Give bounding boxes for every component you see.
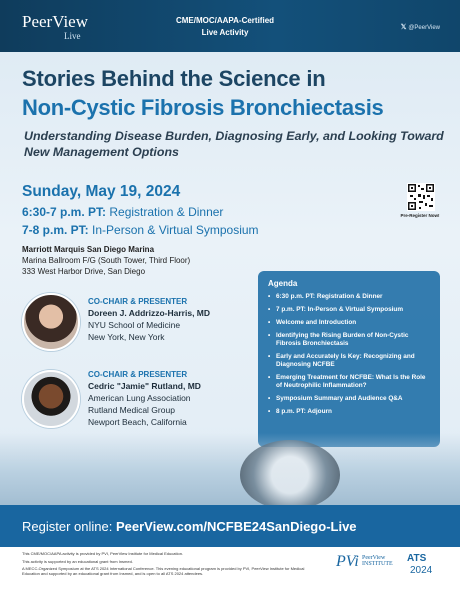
venue-address: 333 West Harbor Drive, San Diego: [22, 267, 146, 276]
pvi-name: PeerView: [362, 555, 386, 561]
agenda-item: • 7 p.m. PT: In-Person & Virtual Symposium: [268, 306, 430, 314]
agenda-item: • 6:30 p.m. PT: Registration & Dinner: [268, 293, 430, 301]
x-icon: 𝕏: [400, 24, 407, 31]
accreditation-label: [150, 15, 300, 39]
social-handle[interactable]: [401, 23, 440, 31]
ats-logo: ATS: [407, 553, 427, 564]
footer-provider: This CME/MOC/AAPA activity is provided by PVI, PeerView Institute for Medical Education.: [22, 551, 184, 556]
time-1: 6:30-7 p.m. PT:: [22, 205, 107, 219]
agenda-item: • Emerging Treatment for NCFBE: What Is the Role of Neutrophilic Inflammation?: [268, 374, 430, 390]
time-2: 7-8 p.m. PT:: [22, 223, 89, 237]
presenter-2-photo: [22, 370, 80, 428]
header-bar: [0, 0, 460, 52]
subtitle: Understanding Disease Burden, Diagnosing Early, and Looking Toward New Management Options: [24, 129, 444, 159]
pvi-logo-text: [362, 555, 393, 567]
peerview-logo: PeerView: [22, 12, 89, 31]
time-slot-1: [22, 205, 223, 219]
agenda-list: [268, 293, 430, 416]
presenter-1-location: New York, New York: [88, 332, 165, 342]
register-url[interactable]: PeerView.com/NCFBE24SanDiego-Live: [115, 519, 357, 534]
presenter-2-location: Newport Beach, California: [88, 417, 187, 427]
time-slot-2: [22, 223, 259, 237]
agenda-item: • Welcome and Introduction: [268, 319, 430, 327]
register-line[interactable]: [22, 519, 357, 534]
agenda-item: • 8 p.m. PT: Adjourn: [268, 408, 430, 416]
footer-support: This activity is supported by an educational grant from Insmed.: [22, 559, 133, 564]
event-date: Sunday, May 19, 2024: [22, 183, 181, 200]
ats-year: 2024: [410, 565, 433, 576]
agenda-panel: [258, 271, 440, 447]
certified-text: CME/MOC/AAPA-Certified: [175, 16, 275, 25]
footer-disclaimer: A MECC-Organized Symposium at the ATS 2024 International Conference. This evening educational program is provided by PVI, PeerView Institute for Medical Education and supported by an educational grant from Insmed, and is open to all ATS 2024 attendees.: [22, 566, 305, 576]
presenter-2-name: Cedric "Jamie" Rutland, MD: [88, 381, 201, 391]
presenter-1-role: CO-CHAIR & PRESENTER: [88, 297, 188, 306]
register-label: Register online:: [22, 519, 113, 534]
time-1-desc: Registration & Dinner: [109, 205, 224, 219]
venue-name: Marriott Marquis San Diego Marina: [22, 245, 155, 254]
lung-scan-image: [240, 440, 340, 510]
activity-text: Live Activity: [201, 28, 249, 37]
pvi-logo-mark: PVi: [336, 553, 359, 570]
clinical-scene-image: [0, 433, 460, 515]
title-line-2: Non-Cystic Fibrosis Bronchiectasis: [22, 95, 384, 120]
venue-room: Marina Ballroom F/G (South Tower, Third Floor): [22, 256, 191, 265]
presenter-1-name: Doreen J. Addrizzo-Harris, MD: [88, 308, 211, 318]
presenter-1-affiliation: NYU School of Medicine: [88, 320, 181, 330]
agenda-item: • Identifying the Rising Burden of Non-Cystic Fibrosis Bronchiectasis: [268, 332, 430, 348]
time-2-desc: In-Person & Virtual Symposium: [92, 223, 259, 237]
presenter-2-affiliation-1: American Lung Association: [88, 393, 191, 403]
peerview-logo-sub: Live: [64, 31, 81, 41]
agenda-item: • Early and Accurately Is Key: Recognizing and Diagnosing NCFBE: [268, 353, 430, 369]
social-handle-text: @PeerView: [408, 25, 440, 31]
presenter-2-role: CO-CHAIR & PRESENTER: [88, 370, 188, 379]
agenda-title: Agenda: [268, 279, 298, 288]
presenter-1-photo: [22, 293, 80, 351]
presenter-2-affiliation-2: Rutland Medical Group: [88, 405, 175, 415]
pvi-sub: INSTITUTE: [362, 561, 393, 567]
qr-code[interactable]: [407, 183, 435, 211]
venue-block: [22, 244, 190, 277]
agenda-item: • Symposium Summary and Audience Q&A: [268, 395, 430, 403]
qr-caption: Pre-Register Now!: [400, 213, 440, 218]
title-line-1: Stories Behind the Science in: [22, 66, 326, 91]
